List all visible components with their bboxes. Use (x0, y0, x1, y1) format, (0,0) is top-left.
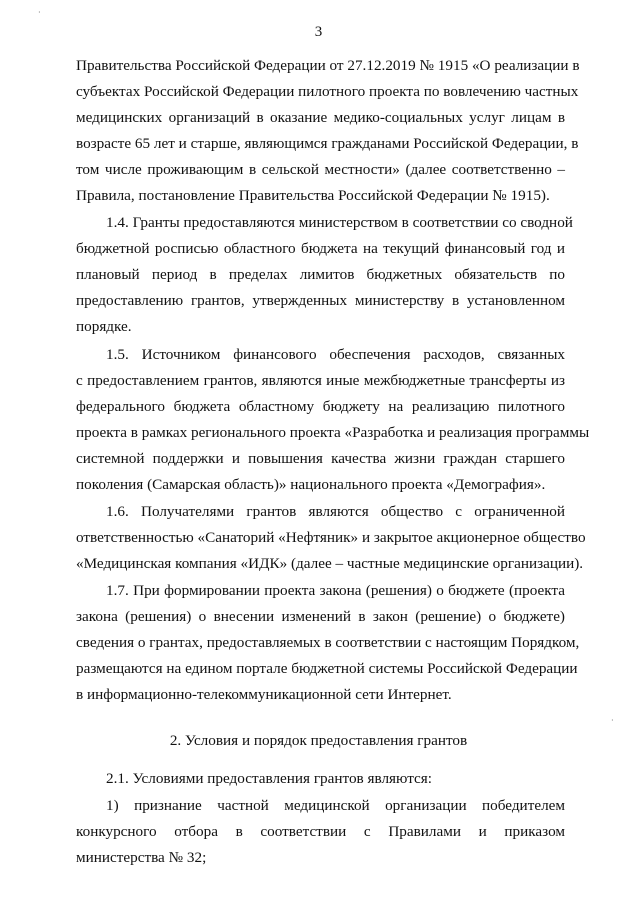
paragraph-2-1: 2.1. Условиями предоставления грантов являются: (106, 770, 432, 787)
text-line: том числе проживающим в сельской местности» (далее соответственно – (76, 161, 565, 178)
section-heading: 2. Условия и порядок предоставления грантов (169, 732, 468, 749)
list-item-1: 1) признание частной медицинской организации победителем (106, 797, 565, 814)
text-line: бюджетной росписью областного бюджета на текущий финансовый год и (76, 240, 565, 257)
text-line: субъектах Российской Федерации пилотного проекта по вовлечению частных (76, 83, 579, 100)
text-line: Правила, постановление Правительства Российской Федерации № 1915). (76, 187, 550, 204)
text-line: плановый период в пределах лимитов бюджетных обязательств по (76, 266, 565, 283)
paragraph-1-7: 1.7. При формировании проекта закона (решения) о бюджете (проекта (106, 582, 565, 599)
scan-mark: · (38, 8, 41, 17)
scan-mark: · (611, 716, 614, 725)
text-line: ответственностью «Санаторий «Нефтяник» и закрытое акционерное общество (76, 529, 586, 546)
paragraph-1-5: 1.5. Источником финансового обеспечения расходов, связанных (106, 346, 565, 363)
text-line: «Медицинская компания «ИДК» (далее – частные медицинские организации). (76, 555, 584, 572)
text-line: министерства № 32; (76, 849, 207, 866)
text-line: закона (решения) о внесении изменений в закон (решение) о бюджете) (76, 608, 565, 625)
text-line: размещаются на едином портале бюджетной системы Российской Федерации (76, 660, 578, 677)
text-line: Правительства Российской Федерации от 27.12.2019 № 1915 «О реализации в (76, 57, 580, 74)
text-line: сведения о грантах, предоставляемых в соответствии с настоящим Порядком, (76, 634, 580, 651)
text-line: в информационно-телекоммуникационной сети Интернет. (76, 686, 452, 703)
text-line: конкурсного отбора в соответствии с Правилами и приказом (76, 823, 565, 840)
page-number: 3 (314, 24, 323, 40)
paragraph-1-4: 1.4. Гранты предоставляются министерством в соответствии со сводной (106, 214, 573, 231)
text-line: федерального бюджета областному бюджету на реализацию пилотного (76, 398, 565, 415)
text-line: порядке. (76, 318, 132, 335)
text-line: поколения (Самарская область)» национального проекта «Демография». (76, 476, 546, 493)
text-line: проекта в рамках регионального проекта «Разработка и реализация программы (76, 424, 590, 441)
paragraph-1-6: 1.6. Получателями грантов являются общество с ограниченной (106, 503, 565, 520)
text-line: медицинских организаций в оказание медико-социальных услуг лицам в (76, 109, 565, 126)
text-line: возрасте 65 лет и старше, являющимся гражданами Российской Федерации, в (76, 135, 579, 152)
text-line: системной поддержки и повышения качества жизни граждан старшего (76, 450, 565, 467)
text-line: предоставлению грантов, утвержденных министерству в установленном (76, 292, 565, 309)
text-line: с предоставлением грантов, являются иные межбюджетные трансферты из (76, 372, 565, 389)
